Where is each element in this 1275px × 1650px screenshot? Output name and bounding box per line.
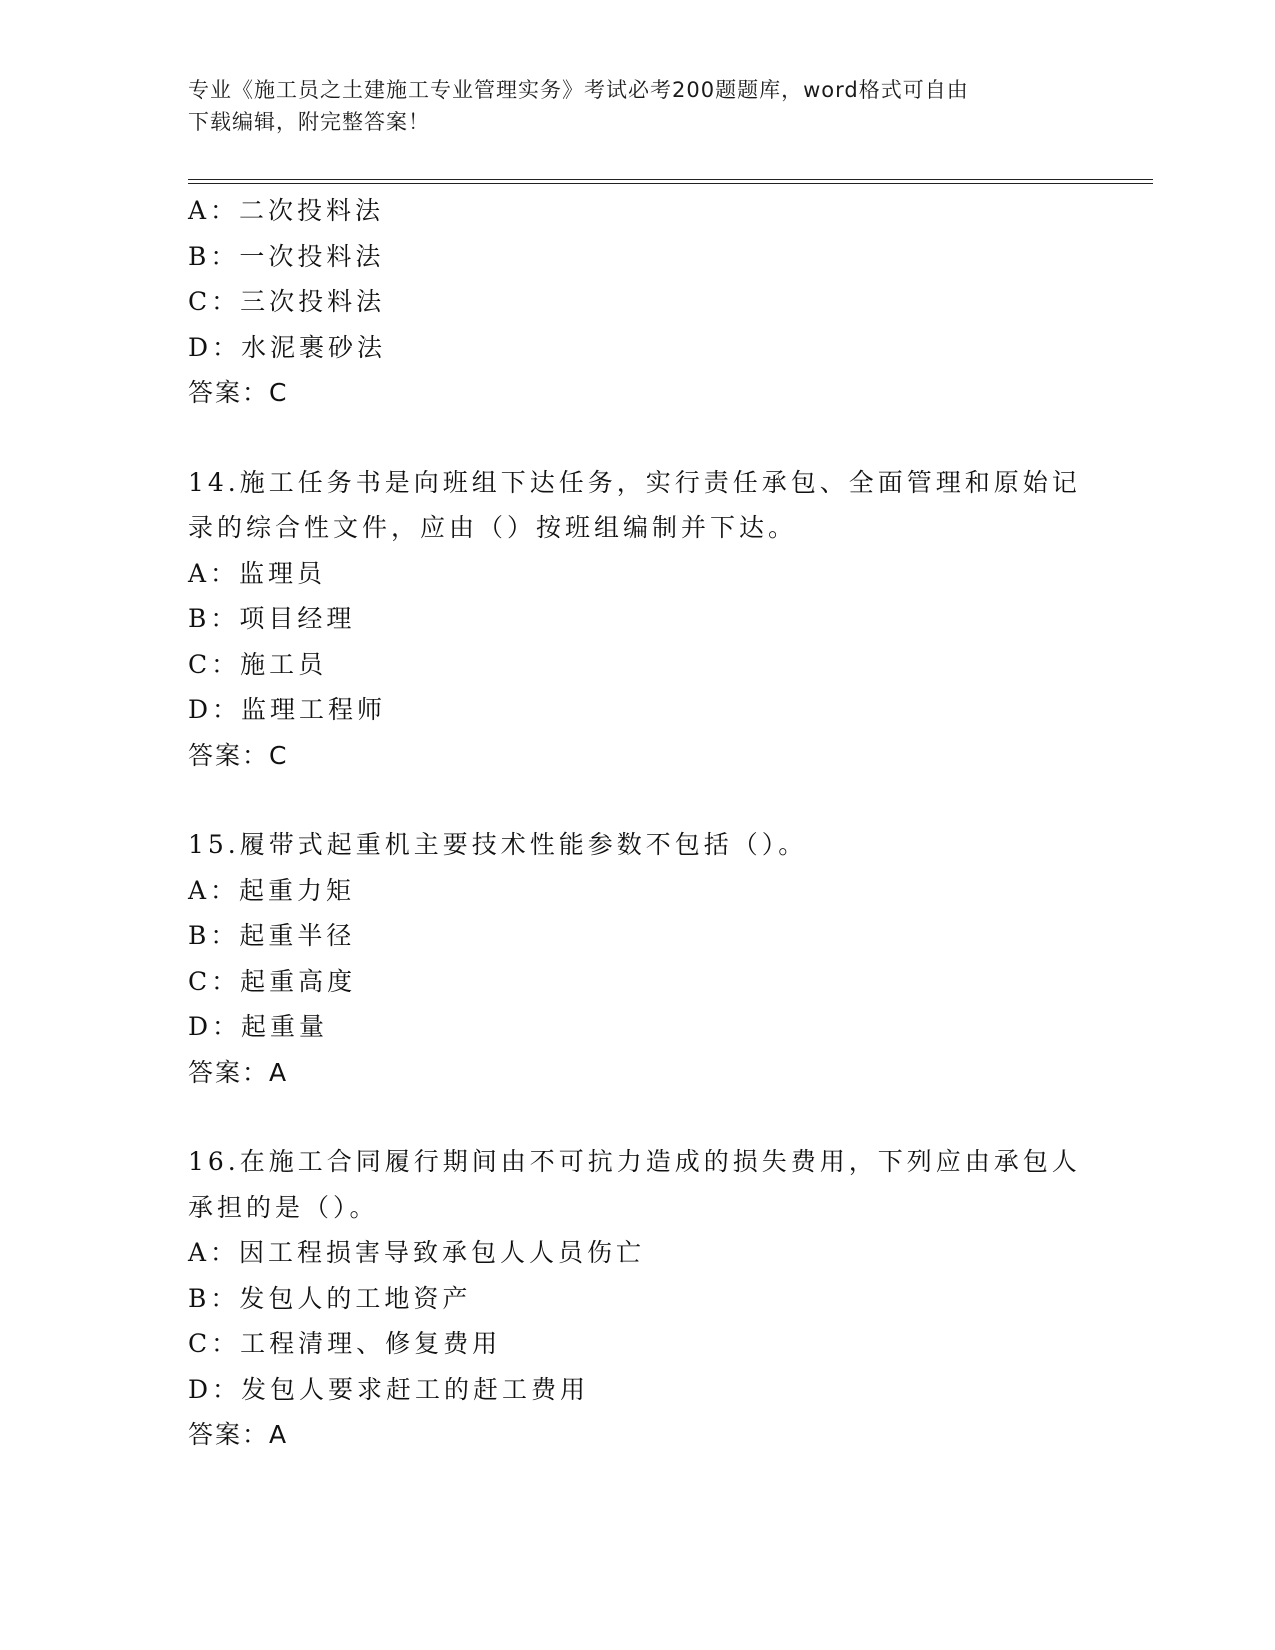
option-b: B：发包人的工地资产 bbox=[188, 1283, 472, 1313]
answer-line: 答案：C bbox=[188, 378, 289, 407]
question-stem-line-2: 承担的是（）。 bbox=[188, 1192, 379, 1222]
question-14 bbox=[188, 460, 1088, 779]
answer-line: 答案：C bbox=[188, 740, 289, 770]
header-divider-bottom bbox=[188, 183, 1153, 184]
option-c: C：三次投料法 bbox=[188, 287, 386, 316]
option-c: C：施工员 bbox=[188, 649, 328, 679]
question-list bbox=[188, 188, 1088, 1458]
header-line-1: 专业《施工员之土建施工专业管理实务》考试必考200题题库，word格式可自由 bbox=[188, 78, 969, 102]
question-16 bbox=[188, 1139, 1088, 1458]
answer-line: 答案：A bbox=[188, 1057, 289, 1087]
document-header bbox=[188, 74, 1088, 138]
option-d: D：起重量 bbox=[188, 1012, 329, 1041]
question-stem-line-1: 15.履带式起重机主要技术性能参数不包括（）。 bbox=[188, 830, 808, 859]
option-c: C：起重高度 bbox=[188, 966, 357, 996]
option-c: C：工程清理、修复费用 bbox=[188, 1329, 502, 1358]
question-15 bbox=[188, 822, 1088, 1095]
option-a: A：二次投料法 bbox=[188, 196, 385, 225]
option-d: D：发包人要求赶工的赶工费用 bbox=[188, 1374, 590, 1404]
option-d: D：监理工程师 bbox=[188, 695, 387, 724]
question-spacer bbox=[188, 416, 1088, 460]
option-a: A：监理员 bbox=[188, 558, 327, 588]
question-13 bbox=[188, 188, 1088, 416]
question-stem-line-2: 录的综合性文件，应由（）按班组编制并下达。 bbox=[188, 513, 798, 542]
option-a: A：起重力矩 bbox=[188, 875, 356, 905]
question-spacer bbox=[188, 1095, 1088, 1139]
option-a: A：因工程损害导致承包人人员伤亡 bbox=[188, 1238, 646, 1267]
answer-line: 答案：A bbox=[188, 1420, 289, 1449]
option-b: B：项目经理 bbox=[188, 604, 356, 633]
question-spacer bbox=[188, 778, 1088, 822]
option-b: B：起重半径 bbox=[188, 921, 356, 950]
header-line-2: 下载编辑，附完整答案！ bbox=[188, 110, 430, 134]
option-b: B：一次投料法 bbox=[188, 241, 385, 271]
header-divider-top bbox=[188, 179, 1153, 180]
question-stem-line-1: 14.施工任务书是向班组下达任务，实行责任承包、全面管理和原始记 bbox=[188, 467, 1081, 497]
option-d: D：水泥裹砂法 bbox=[188, 332, 387, 362]
question-stem-line-1: 16.在施工合同履行期间由不可抗力造成的损失费用，下列应由承包人 bbox=[188, 1147, 1081, 1176]
